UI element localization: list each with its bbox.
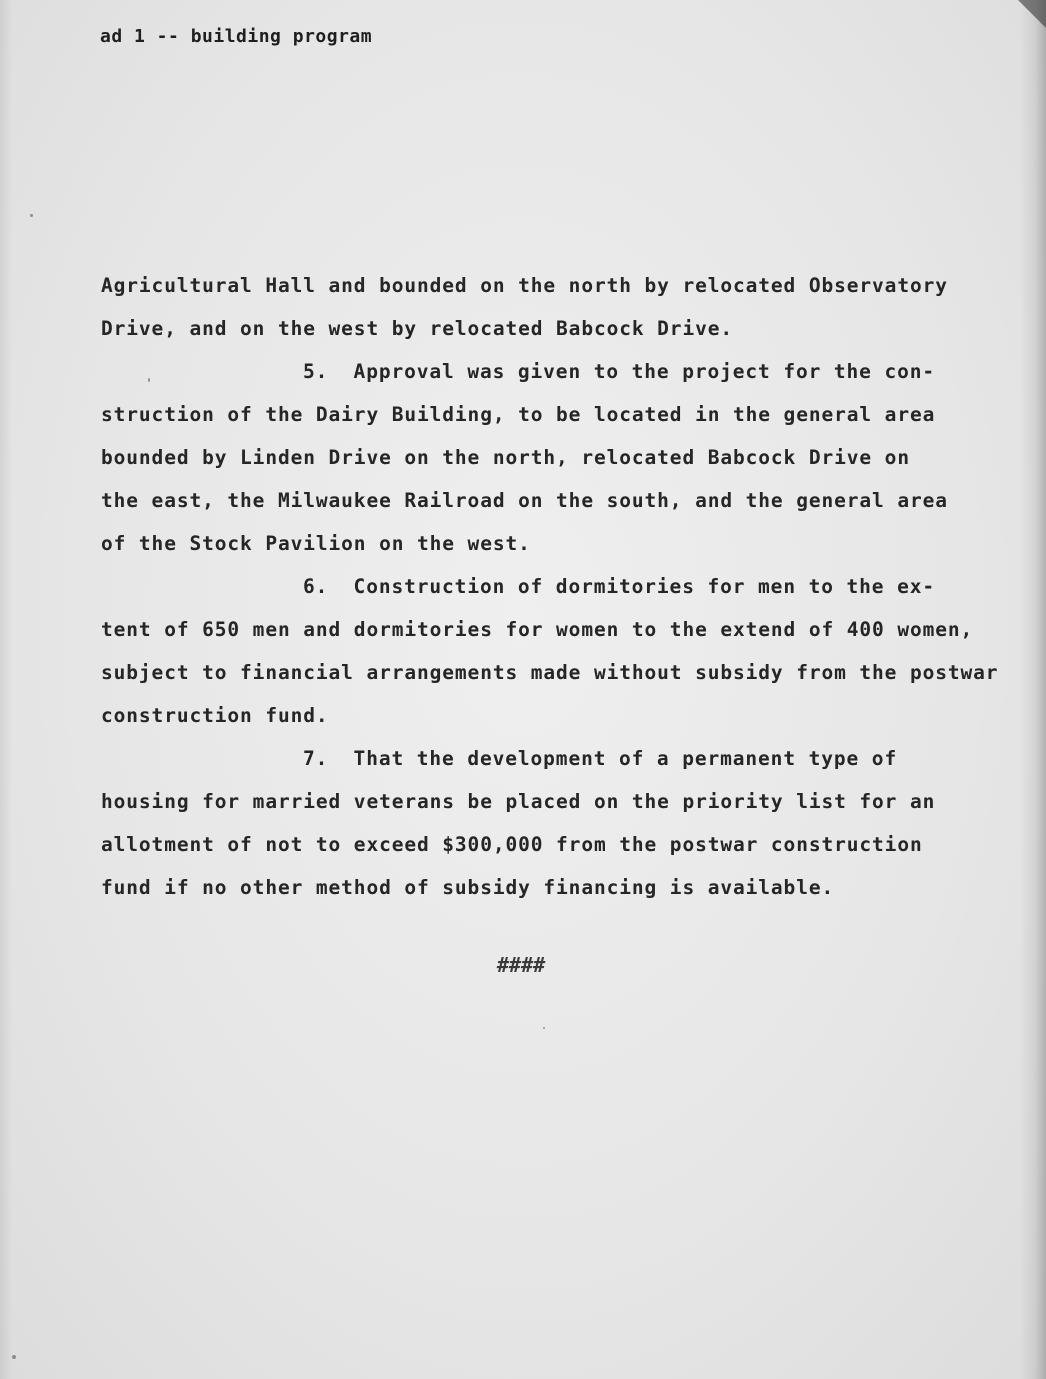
- text-line: fund if no other method of subsidy financing is available.: [101, 876, 835, 899]
- page-header: ad 1 -- building program: [100, 26, 373, 47]
- text-line: the east, the Milwaukee Railroad on the south, and the general area: [101, 489, 948, 512]
- text-line: Agricultural Hall and bounded on the north by relocated Observatory: [101, 274, 948, 297]
- text-line: construction fund.: [101, 704, 329, 727]
- text-line: struction of the Dairy Building, to be located in the general area: [101, 403, 936, 426]
- text-line: housing for married veterans be placed on the priority list for an: [101, 790, 936, 813]
- text-line: subject to financial arrangements made without subsidy from the postwar: [101, 661, 999, 684]
- paper-right-edge: [1020, 0, 1046, 1379]
- paper-left-edge: [0, 0, 12, 1379]
- paper-corner-fold: [1018, 0, 1046, 28]
- text-line: Drive, and on the west by relocated Babcock Drive.: [101, 317, 733, 340]
- paper-speck: [30, 214, 33, 217]
- paragraph-5-start: 5. Approval was given to the project for the con-: [303, 360, 935, 383]
- paper-speck: [543, 1027, 545, 1029]
- paragraph-7-start: 7. That the development of a permanent type of: [303, 747, 898, 770]
- document-body: [101, 271, 999, 916]
- end-mark: ####: [497, 953, 546, 977]
- text-line: of the Stock Pavilion on the west.: [101, 532, 531, 555]
- text-line: bounded by Linden Drive on the north, relocated Babcock Drive on: [101, 446, 910, 469]
- text-line: allotment of not to exceed $300,000 from the postwar construction: [101, 833, 923, 856]
- paper-speck: [12, 1355, 16, 1359]
- paragraph-6-start: 6. Construction of dormitories for men to the ex-: [303, 575, 935, 598]
- text-line: tent of 650 men and dormitories for women to the extend of 400 women,: [101, 618, 974, 641]
